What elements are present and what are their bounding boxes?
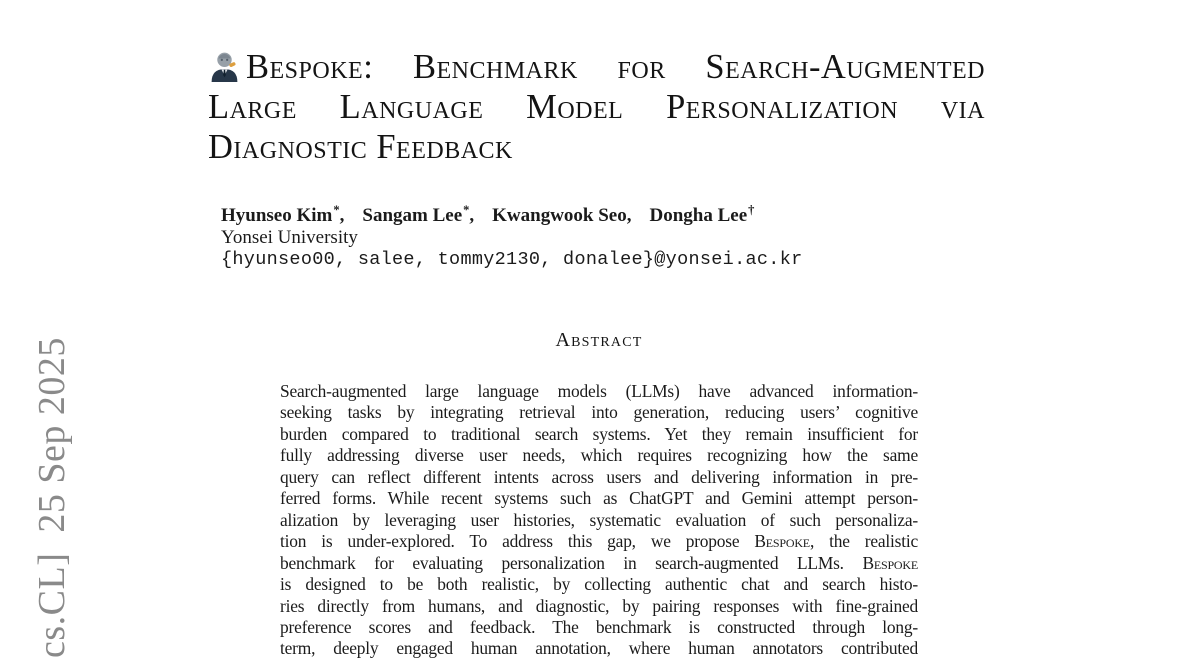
abstract-line [280,445,918,466]
abstract-line [280,510,918,531]
arxiv-watermark: cs.CL] 25 Sep 2025 [31,337,73,658]
title-line-3: Diagnostic Feedback [208,128,513,166]
author-name: Dongha Lee† [649,203,755,226]
author-separator: , [339,205,345,226]
abstract-text-segment: ferred forms. While recent systems such as ChatGPT and Gemini attempt person- [280,488,918,509]
abstract-line [280,381,918,402]
abstract-text-segment: fully addressing diverse user needs, which requires recognizing how the same [280,445,918,466]
abstract-line [280,574,918,595]
abstract-text-segment: seeking tasks by integrating retrieval into generation, reducing users’ cognitive [280,402,918,423]
abstract-text-segment: burden compared to traditional search systems. Yet they remain insufficient for [280,423,918,444]
abstract-text-segment: Search-augmented large language models (LLMs) have advanced information- [280,381,918,401]
abstract-line [280,638,918,659]
abstract-text-segment: term, deeply engaged human annotation, where human annotators contributed [280,638,918,659]
abstract-text-segment: benchmark for evaluating personalization in search-augmented LLMs. [280,552,863,573]
author-superscript: † [748,203,755,217]
author-superscript: * [333,203,340,217]
detective-emoji-icon [208,50,241,83]
abstract-line [280,488,918,509]
abstract-text-segment: alization by leveraging user histories, systematic evaluation of such personaliza- [280,509,918,530]
title-line-2: Large Language Model Personalization via [208,88,985,126]
abstract-text-segment: query can reflect different intents across users and delivering information in pre- [280,466,918,487]
abstract-line [280,531,918,552]
email-line: {hyunseo00, salee, tommy2130, donalee}@yonsei.ac.kr [221,249,803,270]
author-list [221,200,803,227]
abstract-text-segment: , the realistic [809,531,918,552]
author-block [221,200,803,271]
abstract-line [280,467,918,488]
paper-title [208,47,985,167]
smallcaps-term: Bespoke [862,552,918,573]
title-line-1 [208,47,985,87]
abstract-line [280,596,918,617]
affiliation: Yonsei University [221,226,358,248]
abstract-line [280,402,918,423]
smallcaps-term: Bespoke [754,531,810,552]
abstract-text-segment: ries directly from humans, and diagnostic, by pairing responses with fine-grained [280,595,918,616]
author-separator: , [626,205,632,226]
abstract-body [280,381,918,660]
abstract-line [280,617,918,638]
author-name: Kwangwook Seo [492,205,627,226]
abstract-text-segment: preference scores and feedback. The benchmark is constructed through long- [280,616,918,637]
author-separator: , [469,205,475,226]
abstract-heading: Abstract [555,329,643,351]
abstract-text-segment: is designed to be both realistic, by collecting authentic chat and search histo- [280,574,918,595]
author-superscript: * [463,203,470,217]
abstract-text-segment: tion is under-explored. To address this gap, we propose [280,531,755,552]
author-name: Hyunseo Kim* [221,203,340,226]
abstract-line [280,424,918,445]
abstract-line [280,553,918,574]
author-name: Sangam Lee* [362,203,470,226]
title-line-1-text: Bespoke: Benchmark for Search-Augmented [246,48,985,86]
